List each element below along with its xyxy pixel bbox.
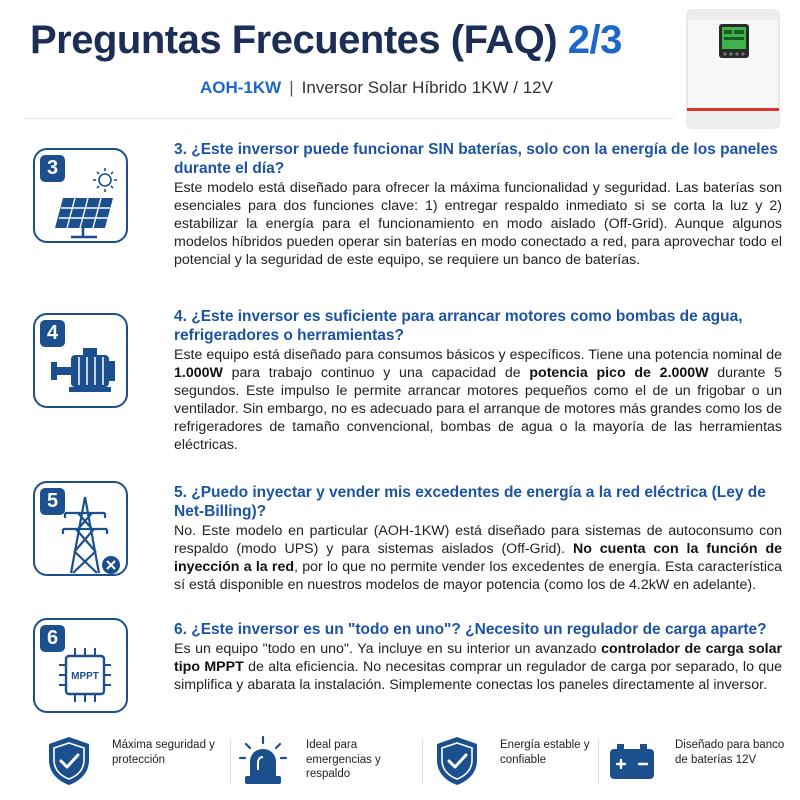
feature-security-label: Máxima seguridad y protección bbox=[112, 739, 215, 766]
faq-5-question: 5. ¿Puedo inyectar y vender mis excedentes de energía a la red eléctrica (Ley de Net-Billing)? bbox=[174, 484, 766, 520]
feature-emergency-label: Ideal para emergencias y respaldo bbox=[306, 739, 381, 780]
shield-check-icon bbox=[430, 734, 484, 788]
faq-5 bbox=[174, 483, 782, 594]
faq-5-answer bbox=[174, 522, 782, 594]
model-name: AOH-1KW bbox=[200, 78, 282, 97]
faq-6-answer bbox=[174, 640, 782, 694]
faq-6-answer-bold-1: controlador de carga solar tipo MPPT bbox=[174, 641, 782, 675]
faq-5-number-badge: 5 bbox=[40, 488, 65, 515]
faq-6-icon-box bbox=[33, 618, 128, 713]
feature-emergency bbox=[236, 734, 426, 796]
title-page-number: 2/3 bbox=[567, 18, 622, 62]
product-name: Inversor Solar Híbrido 1KW / 12V bbox=[301, 78, 553, 97]
faq-4 bbox=[174, 307, 782, 454]
faq-3-icon-box bbox=[33, 148, 128, 243]
faq-4-answer-text-3: durante 5 segundos. Este impulso le permite arrancar motores pequeños como el de un frigobar o un ventilador. Sin embargo, no es adecuado para el arranque de motores más grandes como los de refrigeradores de tamaño convencional, bombas de agua o la mayoría de las herramientas eléctricas. bbox=[174, 365, 782, 453]
faq-6-answer-text-2: de alta eficiencia. No necesitas comprar un regulador de carga por separado, lo que simplifica y abarata la instalación. Simplemente conectas los paneles directamente al inversor. bbox=[174, 659, 782, 693]
faq-6-number-badge: 6 bbox=[40, 625, 65, 652]
faq-6-question: 6. ¿Este inversor es un "todo en uno"? ¿Necesito un regulador de carga aparte? bbox=[174, 621, 767, 638]
faq-3-answer: Este modelo está diseñado para ofrecer la máxima funcionalidad y seguridad. Las baterías son esenciales para dos funciones clave: 1) entregar respaldo inmediato si se corta la luz y 2) estabilizar la energía para el funcionamiento en modo aislado (Off-Grid). Aunque algunos modelos híbridos pueden operar sin baterías en modo conectado a red, para aprovechar todo el potencial y la seguridad de este equipo, se requiere un banco de baterías. bbox=[174, 180, 782, 268]
subtitle bbox=[200, 78, 553, 98]
faq-4-number-badge: 4 bbox=[40, 320, 65, 347]
faq-5-icon-box bbox=[33, 481, 128, 576]
mppt-chip-label: MPPT bbox=[71, 671, 99, 682]
page-title bbox=[30, 18, 622, 63]
feature-separator bbox=[422, 740, 423, 784]
faq-3-number-badge: 3 bbox=[40, 155, 65, 182]
faq-4-answer-text-1: Este equipo está diseñado para consumos básicos y específicos. Tiene una potencia nominal de bbox=[174, 347, 782, 363]
faq-4-answer-text-2: para trabajo continuo y una capacidad de bbox=[222, 365, 530, 381]
feature-battery-bank-label: Diseñado para banco de baterías 12V bbox=[675, 739, 785, 766]
feature-battery-bank bbox=[605, 734, 795, 796]
feature-separator bbox=[230, 740, 231, 784]
faq-4-question: 4. ¿Este inversor es suficiente para arrancar motores como bombas de agua, refrigeradores o herramientas? bbox=[174, 308, 743, 344]
faq-4-answer-bold-1: 1.000W bbox=[174, 365, 223, 381]
faq-6-answer-text-1: Es un equipo "todo en uno". Ya incluye en su interior un avanzado bbox=[174, 641, 602, 657]
battery-icon bbox=[605, 734, 659, 788]
subtitle-separator: | bbox=[289, 78, 294, 97]
faq-3-question: 3. ¿Este inversor puede funcionar SIN baterías, solo con la energía de los paneles durante el día? bbox=[174, 141, 778, 177]
power-tower-icon bbox=[35, 483, 130, 578]
faq-4-icon-box bbox=[33, 313, 128, 408]
siren-icon bbox=[236, 734, 290, 788]
faq-5-answer-bold-1: No cuenta con la función de inyección a la red bbox=[174, 541, 782, 575]
feature-separator bbox=[598, 740, 599, 784]
faq-6 bbox=[174, 620, 782, 694]
mppt-chip-icon bbox=[35, 620, 130, 715]
feature-stable-energy bbox=[430, 734, 620, 796]
inverter-device-image bbox=[683, 8, 783, 130]
features-footer bbox=[0, 726, 800, 800]
feature-stable-energy-label: Energía estable y confiable bbox=[500, 739, 590, 766]
faq-4-answer-bold-2: potencia pico de 2.000W bbox=[529, 365, 709, 381]
shield-check-icon bbox=[42, 734, 96, 788]
faq-5-answer-text-2: , por lo que no permite vender los excedentes de energía. Esta característica sí está disponible en nuestros modelos de mayor potencia (como los de 4.2kW en adelante). bbox=[174, 559, 782, 593]
title-main: Preguntas Frecuentes (FAQ) bbox=[30, 18, 558, 62]
solar-panel-icon bbox=[35, 150, 130, 245]
faq-5-answer-text-1: No. Este modelo en particular (AOH-1KW) está diseñado para sistemas de autoconsumo con respaldo (modo UPS) y para sistemas aislados (Off-Grid). bbox=[174, 523, 782, 557]
feature-security bbox=[42, 734, 232, 796]
motor-icon bbox=[35, 315, 130, 410]
faq-3 bbox=[174, 140, 782, 269]
faq-4-answer bbox=[174, 346, 782, 454]
header-divider bbox=[24, 118, 674, 119]
